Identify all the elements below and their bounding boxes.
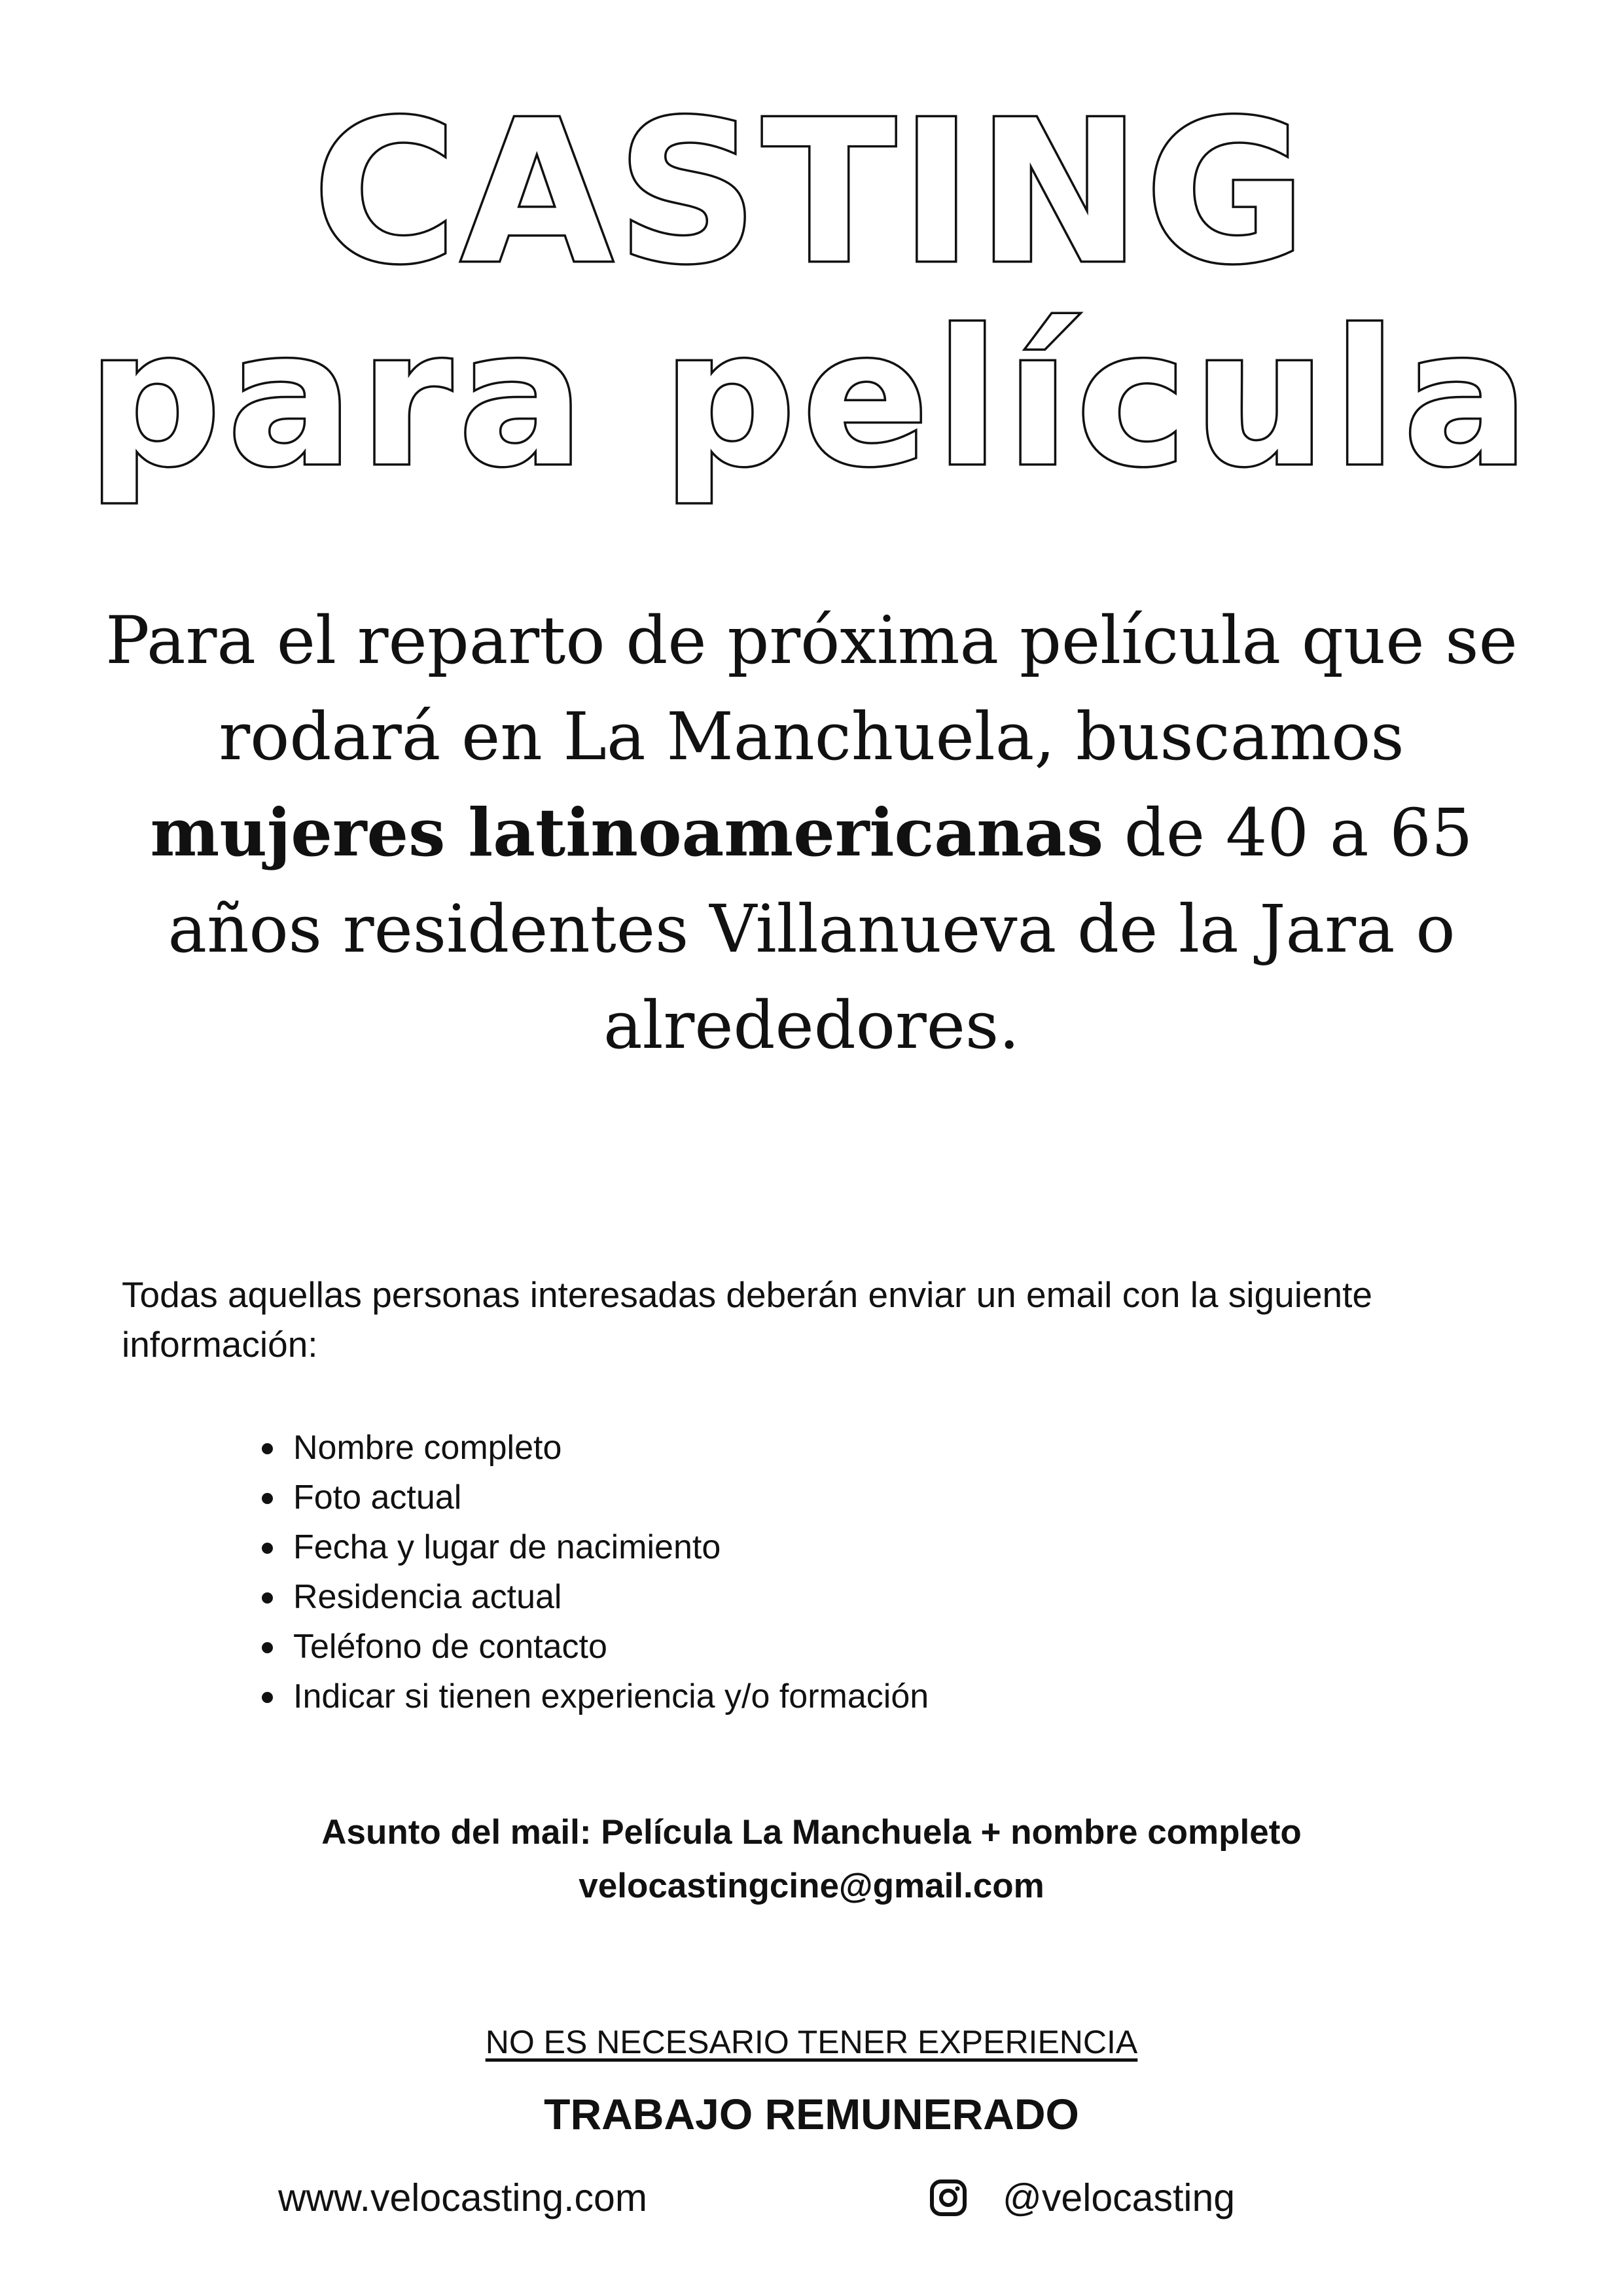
- contact-email: velocastingcine@gmail.com: [579, 1867, 1044, 1905]
- requirement-item: Fecha y lugar de nacimiento: [255, 1522, 929, 1572]
- requirement-item: Nombre completo: [255, 1423, 929, 1473]
- requirement-item: Indicar si tienen experiencia y/o formación: [255, 1672, 929, 1721]
- lead-paragraph: [65, 592, 1558, 1073]
- title-casting: CASTING: [313, 79, 1310, 307]
- instagram-handle: @velocasting: [1003, 2176, 1236, 2219]
- lead-text-bold: mujeres latinoamericanas: [150, 794, 1104, 871]
- requirements-list: [255, 1423, 929, 1721]
- email-subject: Asunto del mail: Película La Manchuela + nombre completo: [321, 1813, 1302, 1852]
- no-experience-note: NO ES NECESARIO TENER EXPERIENCIA: [485, 2024, 1138, 2060]
- intro-text: Todas aquellas personas interesadas deberán enviar un email con la siguiente información:: [122, 1274, 1372, 1365]
- title-para-pelicula: para película: [87, 291, 1536, 508]
- paid-work-note: TRABAJO REMUNERADO: [544, 2090, 1079, 2138]
- requirement-item: Residencia actual: [255, 1572, 929, 1622]
- requirement-item: Teléfono de contacto: [255, 1622, 929, 1672]
- instagram-icon: [929, 2179, 967, 2217]
- requirement-item: Foto actual: [255, 1473, 929, 1522]
- lead-text-end: de 40 a 65 años residentes Villanueva de la Jara o alrededores.: [168, 795, 1473, 1064]
- instagram-contact: [929, 2172, 1235, 2224]
- website-link: www.velocasting.com: [278, 2176, 647, 2219]
- lead-text-start: Para el reparto de próxima película que se rodará en La Manchuela, buscamos: [105, 602, 1518, 775]
